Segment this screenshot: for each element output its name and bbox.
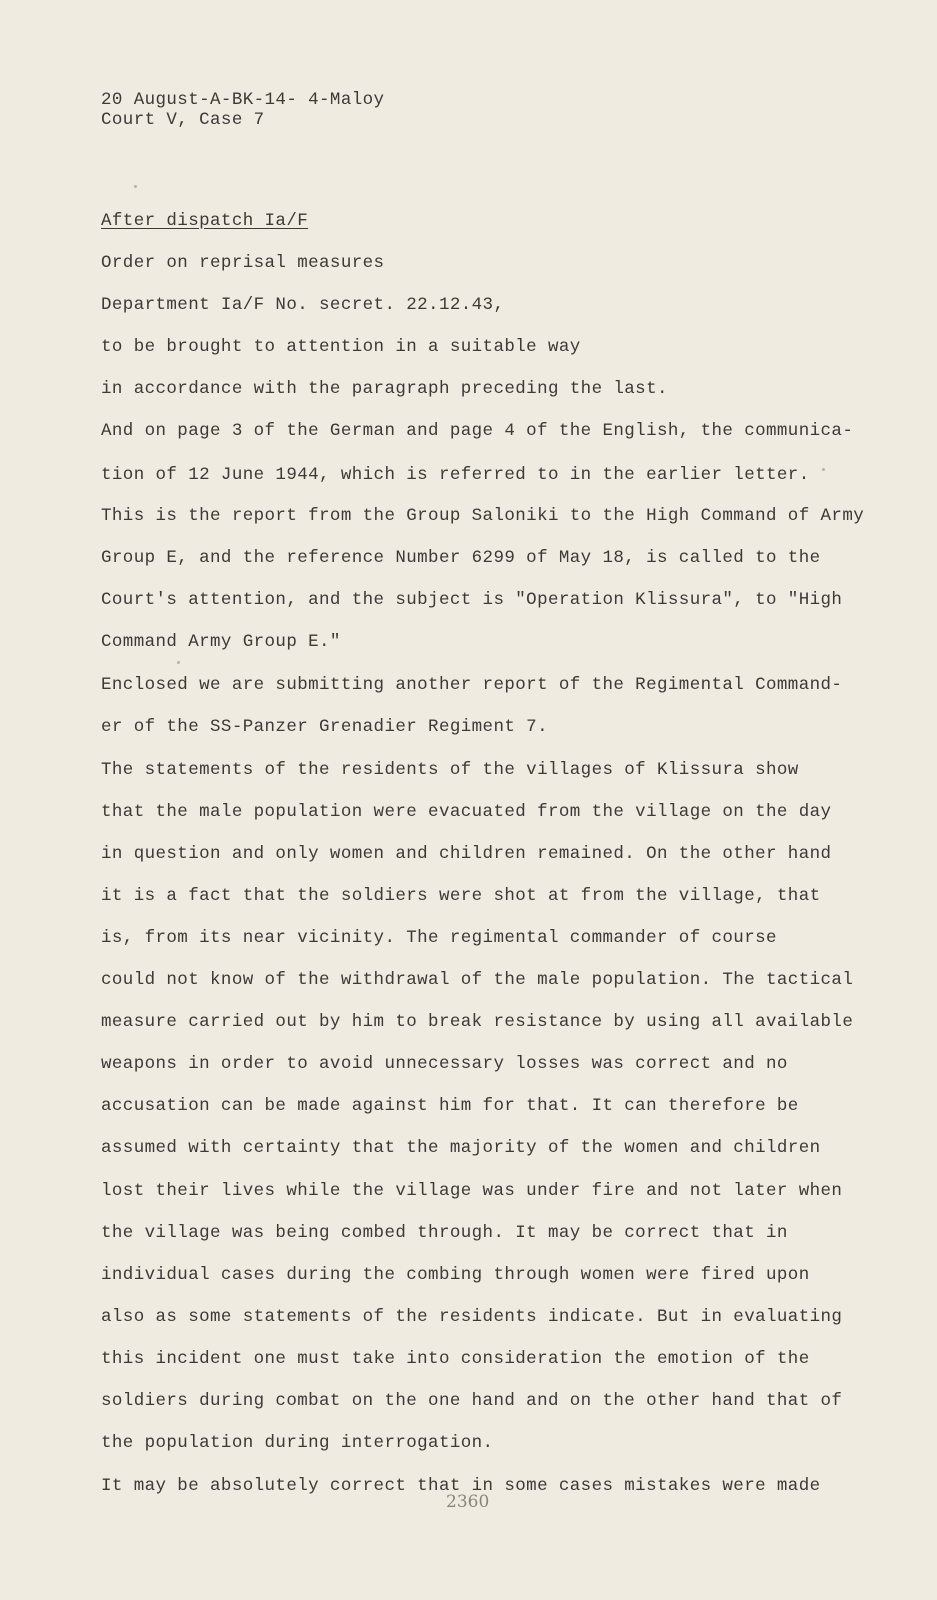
text-line: Department Ia/F No. secret. 22.12.43, xyxy=(101,295,505,315)
text-line: Court's attention, and the subject is "Operation Klissura", to "High xyxy=(101,590,843,610)
page-number: 2360 xyxy=(446,1492,490,1512)
text-line: individual cases during the combing through women were fired upon xyxy=(101,1265,810,1285)
text-line: And on page 3 of the German and page 4 of the English, the communica- xyxy=(101,421,854,441)
text-line: This is the report from the Group Saloniki to the High Command of Army xyxy=(101,506,865,526)
text-line: is, from its near vicinity. The regimental commander of course xyxy=(101,928,777,948)
text-line: to be brought to attention in a suitable way xyxy=(101,337,581,357)
text-line: Group E, and the reference Number 6299 of May 18, is called to the xyxy=(101,548,821,568)
text-line: it is a fact that the soldiers were shot at from the village, that xyxy=(101,886,821,906)
text-line: Command Army Group E." xyxy=(101,632,341,652)
text-line: It may be absolutely correct that in some cases mistakes were made xyxy=(101,1476,821,1496)
paper-speck xyxy=(177,661,180,664)
text-line: er of the SS-Panzer Grenadier Regiment 7. xyxy=(101,717,548,737)
text-line: assumed with certainty that the majority of the women and children xyxy=(101,1138,821,1158)
text-line: could not know of the withdrawal of the male population. The tactical xyxy=(101,970,854,990)
text-line: lost their lives while the village was under fire and not later when xyxy=(101,1181,843,1201)
text-line: the population during interrogation. xyxy=(101,1433,494,1453)
text-line: The statements of the residents of the villages of Klissura show xyxy=(101,760,799,780)
text-line: weapons in order to avoid unnecessary losses was correct and no xyxy=(101,1054,788,1074)
text-line: soldiers during combat on the one hand and on the other hand that of xyxy=(101,1391,843,1411)
text-line: Order on reprisal measures xyxy=(101,253,385,273)
text-line: tion of 12 June 1944, which is referred to in the earlier letter. xyxy=(101,465,810,485)
paper-speck xyxy=(134,185,137,188)
text-line: the village was being combed through. It may be correct that in xyxy=(101,1223,788,1243)
paper-speck xyxy=(822,468,825,471)
text-line: in question and only women and children remained. On the other hand xyxy=(101,844,832,864)
header-line-1: 20 August-A-BK-14- 4-Maloy xyxy=(101,90,385,110)
text-line: also as some statements of the residents indicate. But in evaluating xyxy=(101,1307,843,1327)
text-line: accusation can be made against him for that. It can therefore be xyxy=(101,1096,799,1116)
text-line: that the male population were evacuated from the village on the day xyxy=(101,802,832,822)
text-line: this incident one must take into consideration the emotion of the xyxy=(101,1349,810,1369)
text-line: in accordance with the paragraph preceding the last. xyxy=(101,379,668,399)
header-line-2: Court V, Case 7 xyxy=(101,110,265,130)
text-line: Enclosed we are submitting another report of the Regimental Command- xyxy=(101,675,843,695)
dispatch-heading: After dispatch Ia/F xyxy=(101,211,309,231)
text-line: measure carried out by him to break resistance by using all available xyxy=(101,1012,854,1032)
